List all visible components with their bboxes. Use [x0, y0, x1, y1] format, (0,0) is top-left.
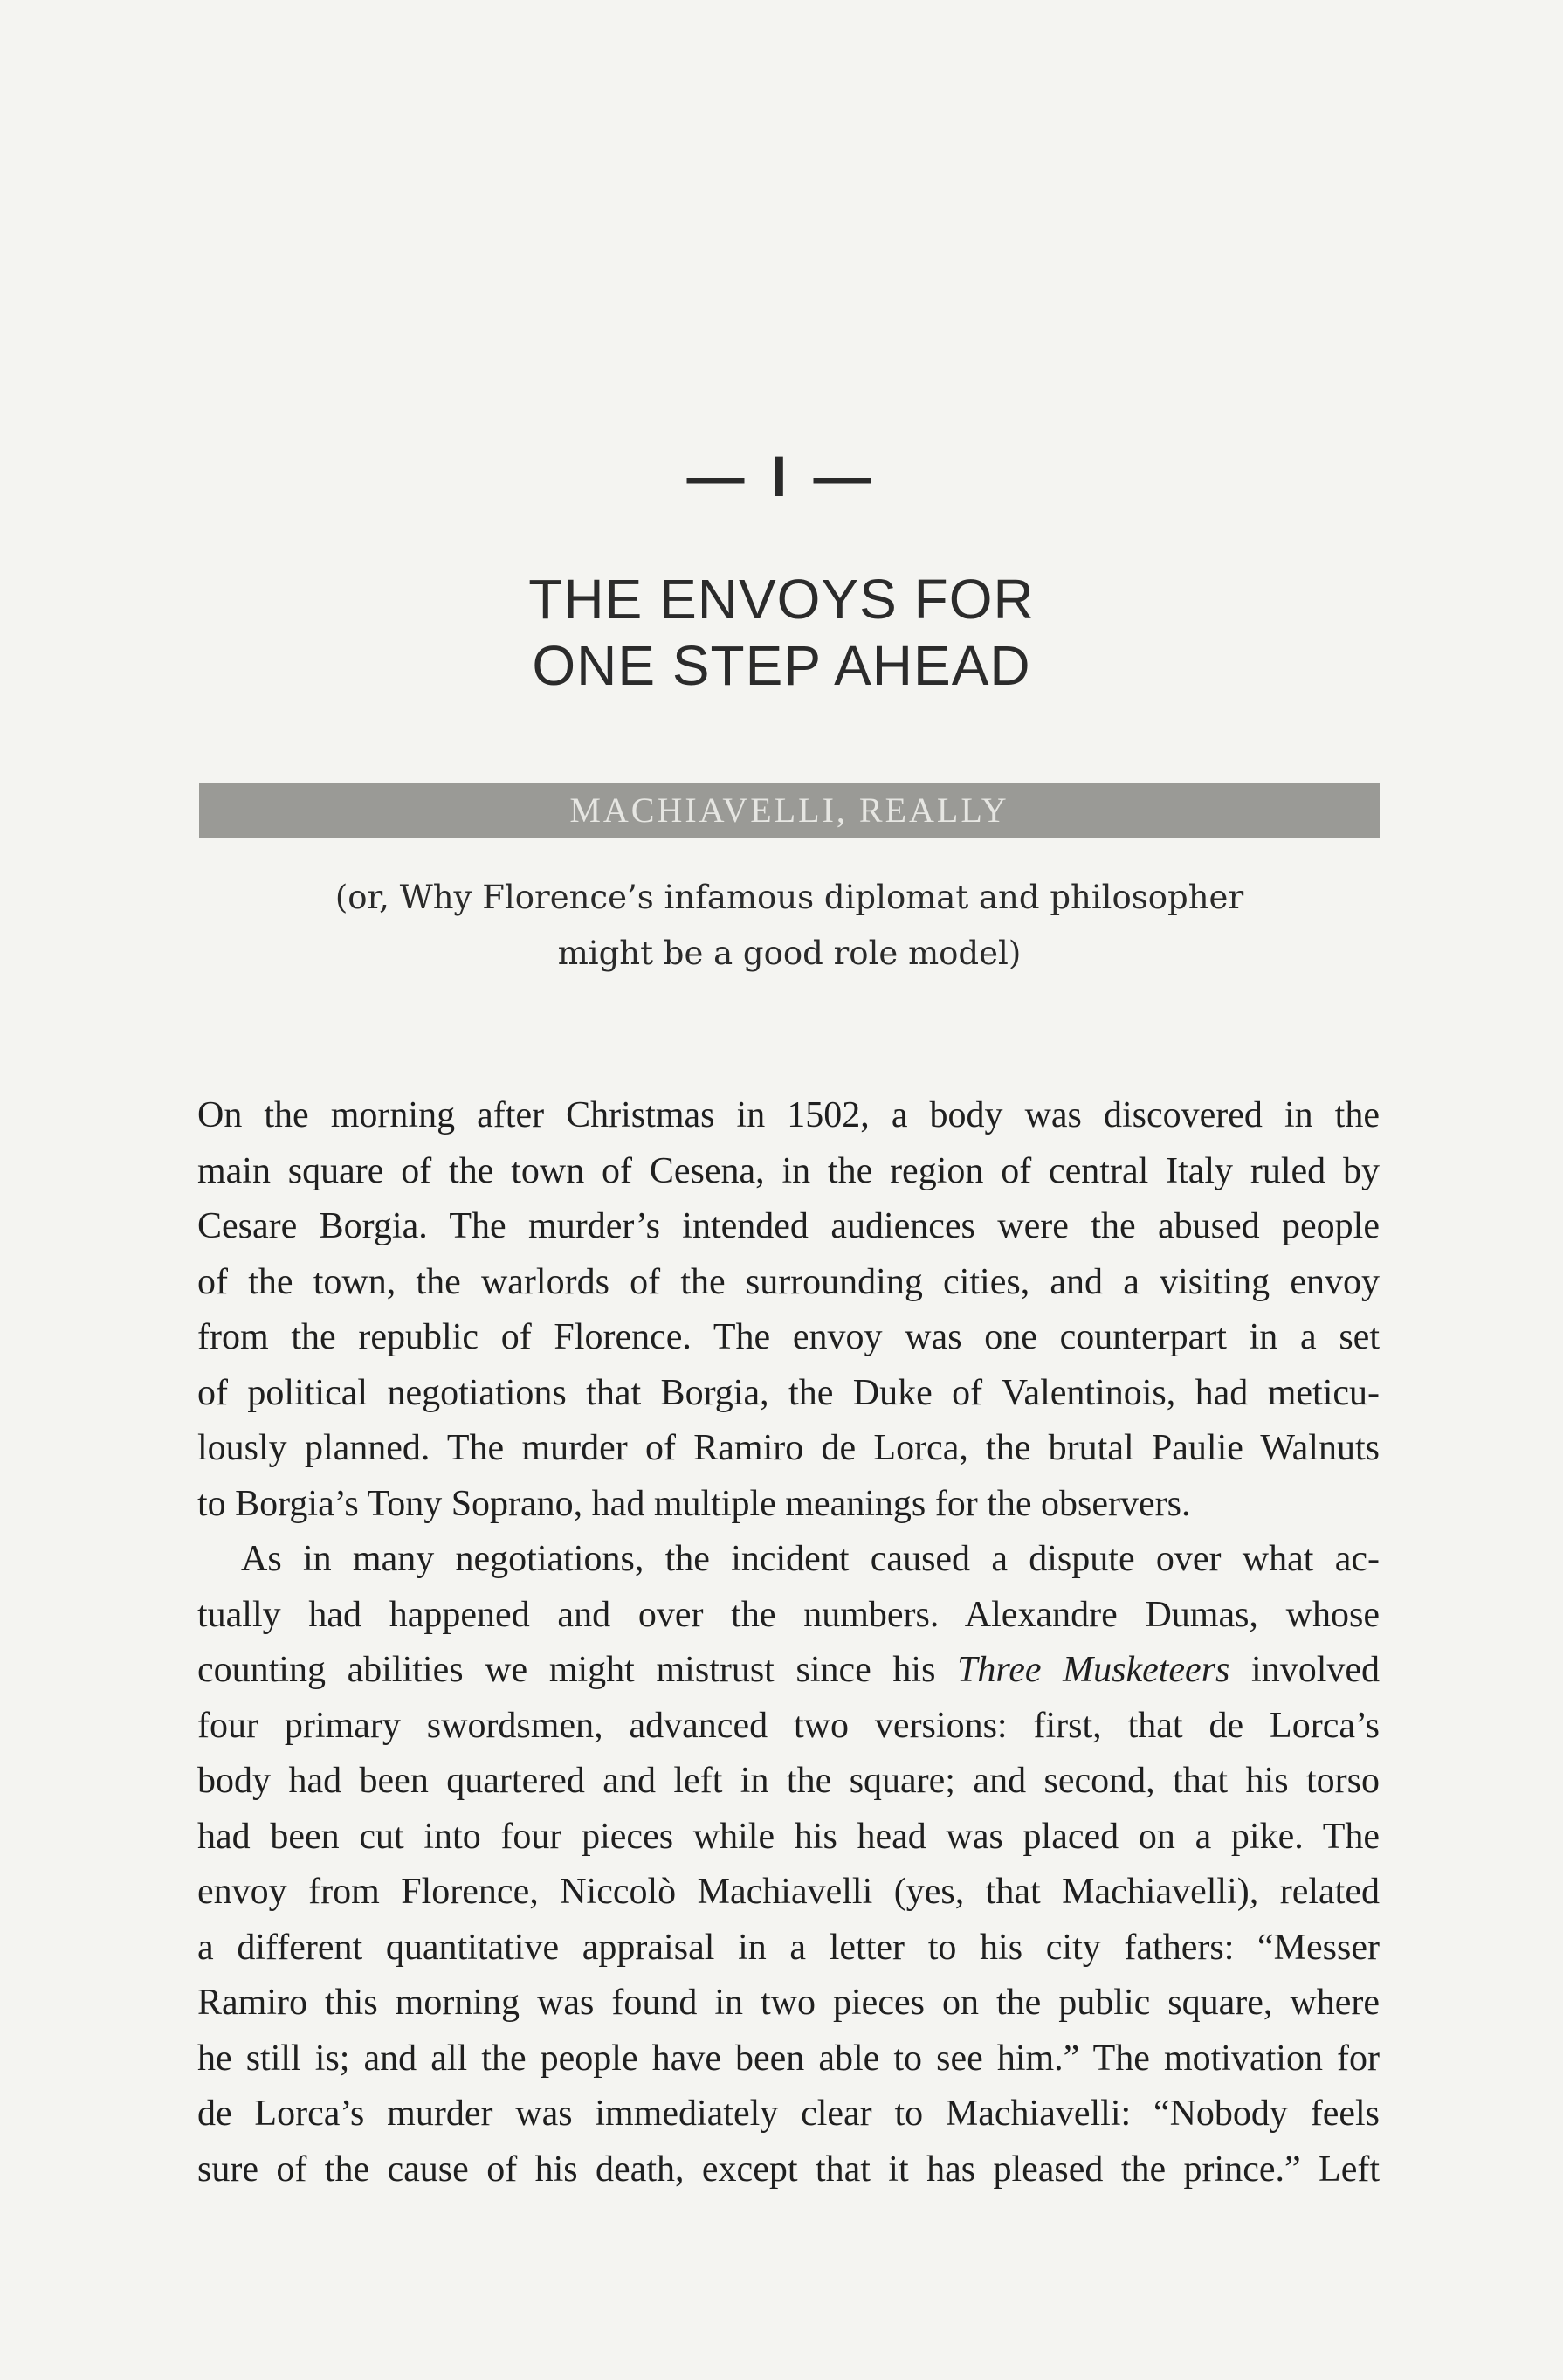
- paragraph-1-line: Cesare Borgia. The murder’s intended audiences were the abused people: [197, 1206, 1380, 1246]
- paragraph-2-line: As in many negotiations, the incident caused a dispute over what ac-: [241, 1539, 1380, 1579]
- paragraph-2-line: had been cut into four pieces while his head was placed on a pike. The: [197, 1816, 1380, 1857]
- paragraph-2-line: de Lorca’s murder was immediately clear to Machiavelli: “Nobody feels: [197, 2094, 1380, 2134]
- paragraph-1-line: of the town, the warlords of the surrounding cities, and a visiting envoy: [197, 1261, 1380, 1302]
- body-text: [197, 1088, 1380, 2197]
- paragraph-2-line-with-title: [197, 1643, 1380, 1699]
- chapter-title-line-1: THE ENVOYS FOR: [528, 568, 1035, 631]
- paragraph-1-line: lously planned. The murder of Ramiro de Lorca, the brutal Paulie Walnuts: [197, 1428, 1380, 1468]
- paragraph-2-line: body had been quartered and left in the square; and second, that his torso: [197, 1761, 1380, 1801]
- section-subtitle: [199, 870, 1380, 982]
- line-text-suffix: involved: [1251, 1650, 1381, 1690]
- paragraph-2-line: tually had happened and over the numbers. Alexandre Dumas, whose: [197, 1594, 1380, 1635]
- section-banner: MACHIAVELLI, REALLY: [199, 783, 1380, 838]
- paragraph-2-line: sure of the cause of his death, except that it has pleased the prince.” Left: [197, 2149, 1380, 2190]
- paragraph-1-line: of political negotiations that Borgia, the Duke of Valentinois, had meticu-: [197, 1372, 1380, 1413]
- subtitle-line-1: (or, Why Florence’s infamous diplomat and philosopher: [334, 879, 1244, 916]
- paragraph-1-line: On the morning after Christmas in 1502, a body was discovered in the: [197, 1095, 1380, 1135]
- line-text: counting abilities we might mistrust since his: [197, 1650, 936, 1690]
- paragraph-1-line: main square of the town of Cesena, in the region of central Italy ruled by: [197, 1150, 1380, 1191]
- paragraph-2-line: envoy from Florence, Niccolò Machiavelli (yes, that Machiavelli), related: [197, 1872, 1380, 1912]
- paragraph-2-line: a different quantitative appraisal in a letter to his city fathers: “Messer: [197, 1927, 1380, 1968]
- subtitle-line-2: might be a good role model): [557, 935, 1022, 972]
- paragraph-2-line: he still is; and all the people have been able to see him.” The motivation for: [197, 2038, 1380, 2079]
- paragraph-2-line: four primary swordsmen, advanced two versions: first, that de Lorca’s: [197, 1705, 1380, 1746]
- chapter-title: [0, 566, 1563, 699]
- paragraph-2-line: Ramiro this morning was found in two pieces on the public square, where: [197, 1983, 1380, 2023]
- chapter-number-mark: — I —: [686, 444, 877, 508]
- paragraph-1-line: from the republic of Florence. The envoy was one counterpart in a set: [197, 1317, 1380, 1357]
- paragraph-1-line: to Borgia’s Tony Soprano, had multiple meanings for the observers.: [197, 1483, 1191, 1524]
- book-title-italic: Three Musketeers: [957, 1650, 1230, 1690]
- chapter-title-line-2: ONE STEP AHEAD: [532, 634, 1031, 697]
